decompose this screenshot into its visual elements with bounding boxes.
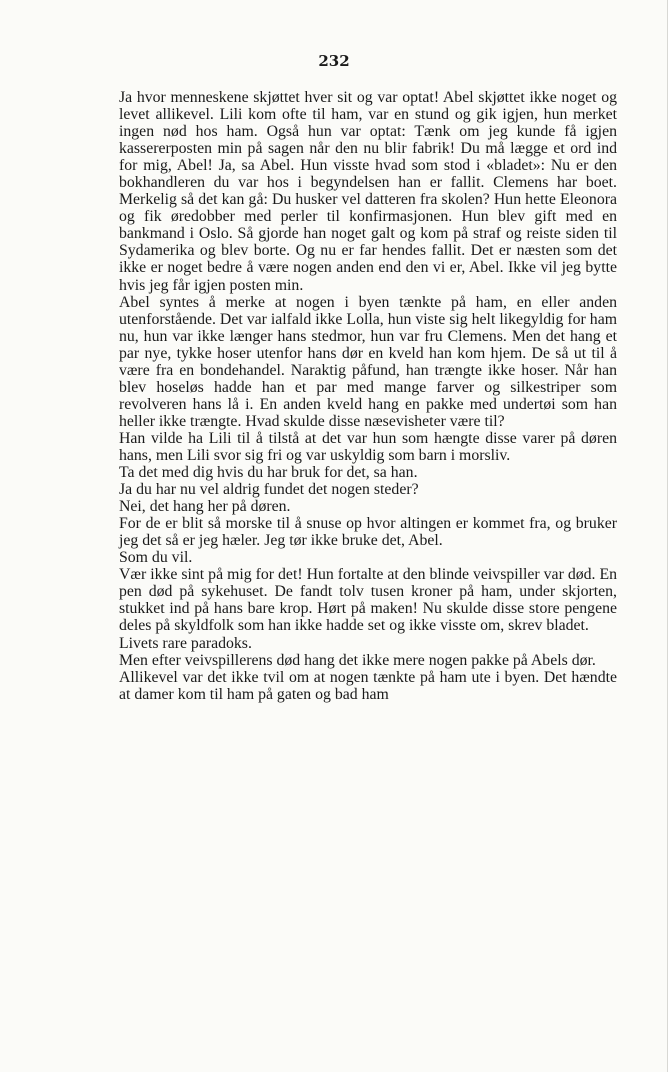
paragraph: Nei, det hang her på døren. xyxy=(119,498,291,516)
paragraph: For de er blit så morske til å snuse op hvor altingen er kommet fra, og bruker jeg det så er jeg hæler. Jeg tør ikke bruke det, Abel. xyxy=(119,515,617,550)
paragraph: Vær ikke sint på mig for det! Hun fortalte at den blinde veivspiller var død. En pen død på sykehuset. De fandt tolv tusen kroner på ham, under skjorten, stukket ind på hans bare krop. Hørt på maken! Nu skulde disse store pengene deles på skyldfolk som han ikke hadde set og ikke visste om, skrev bladet. xyxy=(119,566,617,635)
paragraph: Han vilde ha Lili til å tilstå at det var hun som hængte disse varer på døren hans, men Lili svor sig fri og var uskyldig som barn i morsliv. xyxy=(119,429,617,464)
paragraph: Ta det med dig hvis du har bruk for det, sa han. xyxy=(119,464,418,482)
paragraph: Allikevel var det ikke tvil om at nogen tænkte på ham ute i byen. Det hændte at damer kom til ham på gaten og bad ham xyxy=(119,668,617,703)
paragraph: Livets rare paradoks. xyxy=(119,634,252,652)
page-number: 232 xyxy=(318,52,350,70)
paragraph: Abel syntes å merke at nogen i byen tænkte på ham, en eller anden utenforstående. Det var ialfald ikke Lolla, hun viste sig helt likegyldig for ham nu, hun var ikke længer hans stedmor, hun var fru Clemens. Men det hang et par nye, tykke hoser utenfor hans dør en kveld han kom hjem. De så ut til å være fra en bondehandel. Naraktig påfund, han trængte ikke hoser. Når han blev hoseløs hadde han et par med mange farver og silkestriper som revolveren hans lå i. En anden kveld hang en pakke med undertøi som han heller ikke trængte. Hvad skulde disse næsevisheter være til? xyxy=(119,293,617,430)
paragraph: Ja du har nu vel aldrig fundet det nogen steder? xyxy=(119,481,419,499)
paragraph: Som du vil. xyxy=(119,549,193,567)
paragraph: Ja hvor menneskene skjøttet hver sit og var optat! Abel skjøttet ikke noget og levet allikevel. Lili kom ofte til ham, var en stund og gik igjen, hun merket ingen nød hos ham. Også hun var optat: Tænk om jeg kunde få igjen kassererposten min på sagen når den nu blir fabrik! Du må lægge et ord ind for mig, Abel! Ja, sa Abel. Hun visste hvad som stod i «bladet»: Nu er den bokhandleren du var hos i begyndelsen han er fallit. Clemens har boet. Merkelig så det kan gå: Du husker vel datteren fra skolen? Hun hette Eleonora og fik øredobber med perler til konfirmasjonen. Hun blev gift med en bankmand i Oslo. Så gjorde han noget galt og kom på straf og reiste siden til Sydamerika og blev borte. Og nu er far hendes fallit. Det er næsten som det ikke er noget bedre å være nogen anden end den vi er, Abel. Ikke vil jeg bytte hvis jeg får igjen posten min. xyxy=(119,89,617,294)
paragraph: Men efter veivspillerens død hang det ikke mere nogen pakke på Abels dør. xyxy=(119,651,596,669)
body-text xyxy=(119,89,617,703)
